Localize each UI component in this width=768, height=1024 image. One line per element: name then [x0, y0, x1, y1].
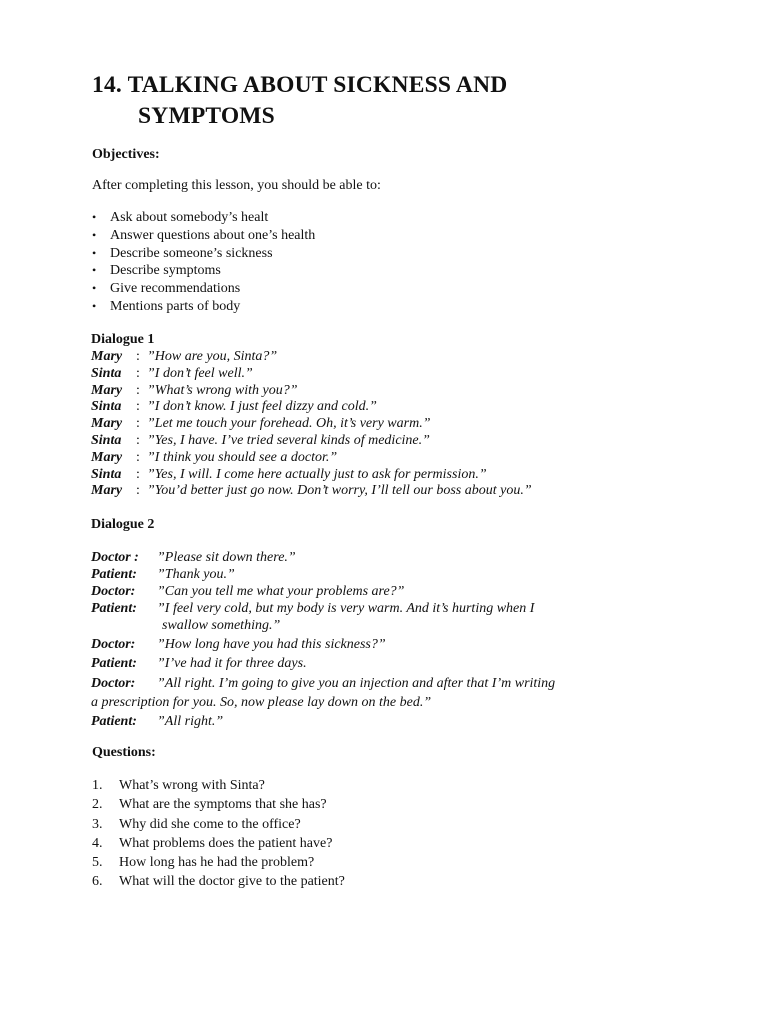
dialogue-text: ”Thank you.”: [157, 567, 235, 582]
bullet-icon: •: [92, 227, 97, 242]
dialogue-text: ”Yes, I will. I come here actually just to ask for permission.”: [147, 466, 487, 482]
objective-item: • Ask about somebody’s healt: [92, 210, 269, 225]
dialogue-2-heading: Dialogue 2: [91, 517, 155, 532]
objectives-list: [92, 209, 315, 316]
dialogue-text: ”You’d better just go now. Don’t worry, I’ll tell our boss about you.”: [147, 483, 532, 499]
question-number: 4.: [92, 835, 103, 851]
question-text: How long has he had the problem?: [119, 855, 315, 871]
questions-heading: Questions:: [92, 745, 156, 760]
objective-item: • Describe someone’s sickness: [92, 245, 273, 261]
objectives-intro: After completing this lesson, you should be able to:: [92, 178, 381, 193]
dialogue-text: ”Please sit down there.”: [157, 550, 296, 565]
objective-item: • Describe symptoms: [92, 263, 221, 279]
speaker-name: Doctor:: [91, 584, 136, 599]
question-text: Why did she come to the office?: [119, 816, 301, 832]
question-text: What will the doctor give to the patient?: [119, 874, 345, 890]
speaker-name: Mary: [91, 382, 123, 398]
dialogue-text: ”I don’t feel well.”: [147, 365, 253, 381]
dialogue-text: ”Can you tell me what your problems are?”: [157, 584, 405, 599]
dialogue-text: ”All right.”: [157, 714, 224, 729]
dialogue-text: ”Let me touch your forehead. Oh, it’s very warm.”: [147, 416, 431, 432]
speaker-name: Patient:: [91, 714, 137, 729]
dialogue-continuation: swallow something.”: [162, 618, 281, 633]
lesson-title: [92, 70, 507, 132]
dialogue-text: ”I’ve had it for three days.: [157, 656, 307, 671]
dialogue-line: [91, 637, 386, 653]
question-item: [92, 795, 345, 814]
speaker-name: Patient:: [91, 567, 137, 582]
dialogue-text: ”What’s wrong with you?”: [147, 382, 298, 398]
question-item: [92, 776, 345, 795]
dialogue-text: ”How long have you had this sickness?”: [157, 637, 386, 652]
speaker-name: Sinta: [91, 399, 122, 415]
bullet-icon: •: [92, 281, 97, 296]
dialogue-text: ”I don’t know. I just feel dizzy and cold.”: [147, 399, 377, 415]
lesson-title-line-2: SYMPTOMS: [138, 103, 275, 129]
speaker-name: Mary: [91, 349, 123, 364]
speaker-name: Doctor:: [91, 637, 136, 652]
question-item: [92, 872, 345, 891]
speaker-name: Mary: [91, 416, 123, 432]
lesson-title-line-1: 14. TALKING ABOUT SICKNESS AND: [92, 72, 508, 98]
question-number: 5.: [92, 855, 103, 871]
question-number: 1.: [92, 778, 103, 793]
objective-item: • Answer questions about one’s health: [92, 227, 316, 243]
dialogue-text: ”How are you, Sinta?”: [147, 349, 278, 364]
dialogue-line: [91, 676, 555, 692]
objective-item: • Give recommendations: [92, 281, 241, 297]
bullet-icon: •: [92, 263, 97, 278]
dialogue-1-heading: Dialogue 1: [91, 332, 155, 347]
speaker-name: Sinta: [91, 365, 122, 381]
question-number: 6.: [92, 874, 103, 890]
questions-list: [92, 776, 345, 892]
question-text: What are the symptoms that she has?: [119, 797, 327, 813]
objectives-heading: Objectives:: [92, 147, 160, 162]
dialogue-text: ”Yes, I have. I’ve tried several kinds of medicine.”: [147, 432, 430, 448]
dialogue-line: [91, 567, 235, 583]
speaker-name: Mary: [91, 449, 123, 465]
question-item: [92, 834, 345, 853]
question-text: What problems does the patient have?: [119, 835, 333, 851]
dialogue-line: [91, 601, 534, 617]
question-number: 3.: [92, 816, 103, 832]
speaker-name: Mary: [91, 483, 123, 499]
dialogue-line: [91, 550, 296, 566]
dialogue-continuation: a prescription for you. So, now please lay down on the bed.”: [91, 695, 432, 710]
dialogue-text: ”All right. I’m going to give you an injection and after that I’m writing: [157, 676, 556, 691]
dialogue-text: ”I feel very cold, but my body is very warm. And it’s hurting when I: [157, 601, 535, 616]
speaker-name: Doctor :: [91, 550, 139, 565]
objective-item: • Mentions parts of body: [92, 298, 241, 314]
question-item: [92, 815, 345, 834]
question-number: 2.: [92, 797, 103, 813]
dialogue-line: [91, 714, 223, 730]
speaker-name: Sinta: [91, 466, 122, 482]
speaker-name: Sinta: [91, 432, 122, 448]
bullet-icon: •: [92, 245, 97, 260]
dialogue-text: ”I think you should see a doctor.”: [147, 449, 338, 465]
speaker-name: Patient:: [91, 656, 137, 671]
dialogue-line: [91, 584, 404, 600]
bullet-icon: •: [92, 298, 97, 313]
speaker-name: Patient:: [91, 601, 137, 616]
question-text: What’s wrong with Sinta?: [119, 778, 265, 793]
bullet-icon: •: [92, 210, 97, 224]
document-page: 14. TALKING ABOUT SICKNESS AND SYMPTOMS Objectives: After completing this lesson, you should be able to: • Ask about somebody’s healt • Answer questions about one’s health • Describe someone’s sickness • Describe symptoms • Give recommendations • Mentions parts of body Dialogue 1 Mary : ”How are you, Sinta?” Sinta : ”I don’t feel well.” Mary : ”What’s wrong with you?” Sinta : ”I don’t know. I just feel dizzy and cold.” Mary : ”Let me touch your forehead. Oh, it’s very warm.” Sinta : ”Yes, I have. I’ve tried several kinds of medicine.” Mary : ”I think you should see a doctor.” Sinta : ”Yes, I will. I come here actually just to ask for permission.” Mary : ”You’d better just go now. Don’t worry, I’ll tell our boss about you.” Dialogue 2 Doctor : ”Please sit down there.” Patient: ”Thank you.” Doctor: ”Can you tell me what your problems are?” Patient: ”I feel very cold, but my body is very warm. And it’s hurting when I swallow something.” Doctor: ”How long have you had this sickness?” Patient: ”I’ve had it for three days. Doctor: ”All right. I’m going to give you an injection and after that I’m writing a prescription for you. So, now please lay down on the bed.” Patient: ”All right.” Questions: 1. What’s wrong with Sinta? 2. What are the symptoms that she has? 3. Why did she come to the office? 4. What problems does the patient have? 5. How long has he had the problem? 6. What will the doctor give to the patient?: [0, 0, 768, 1024]
speaker-name: Doctor:: [91, 676, 136, 691]
question-item: [92, 853, 345, 872]
dialogue-line: [91, 656, 307, 672]
